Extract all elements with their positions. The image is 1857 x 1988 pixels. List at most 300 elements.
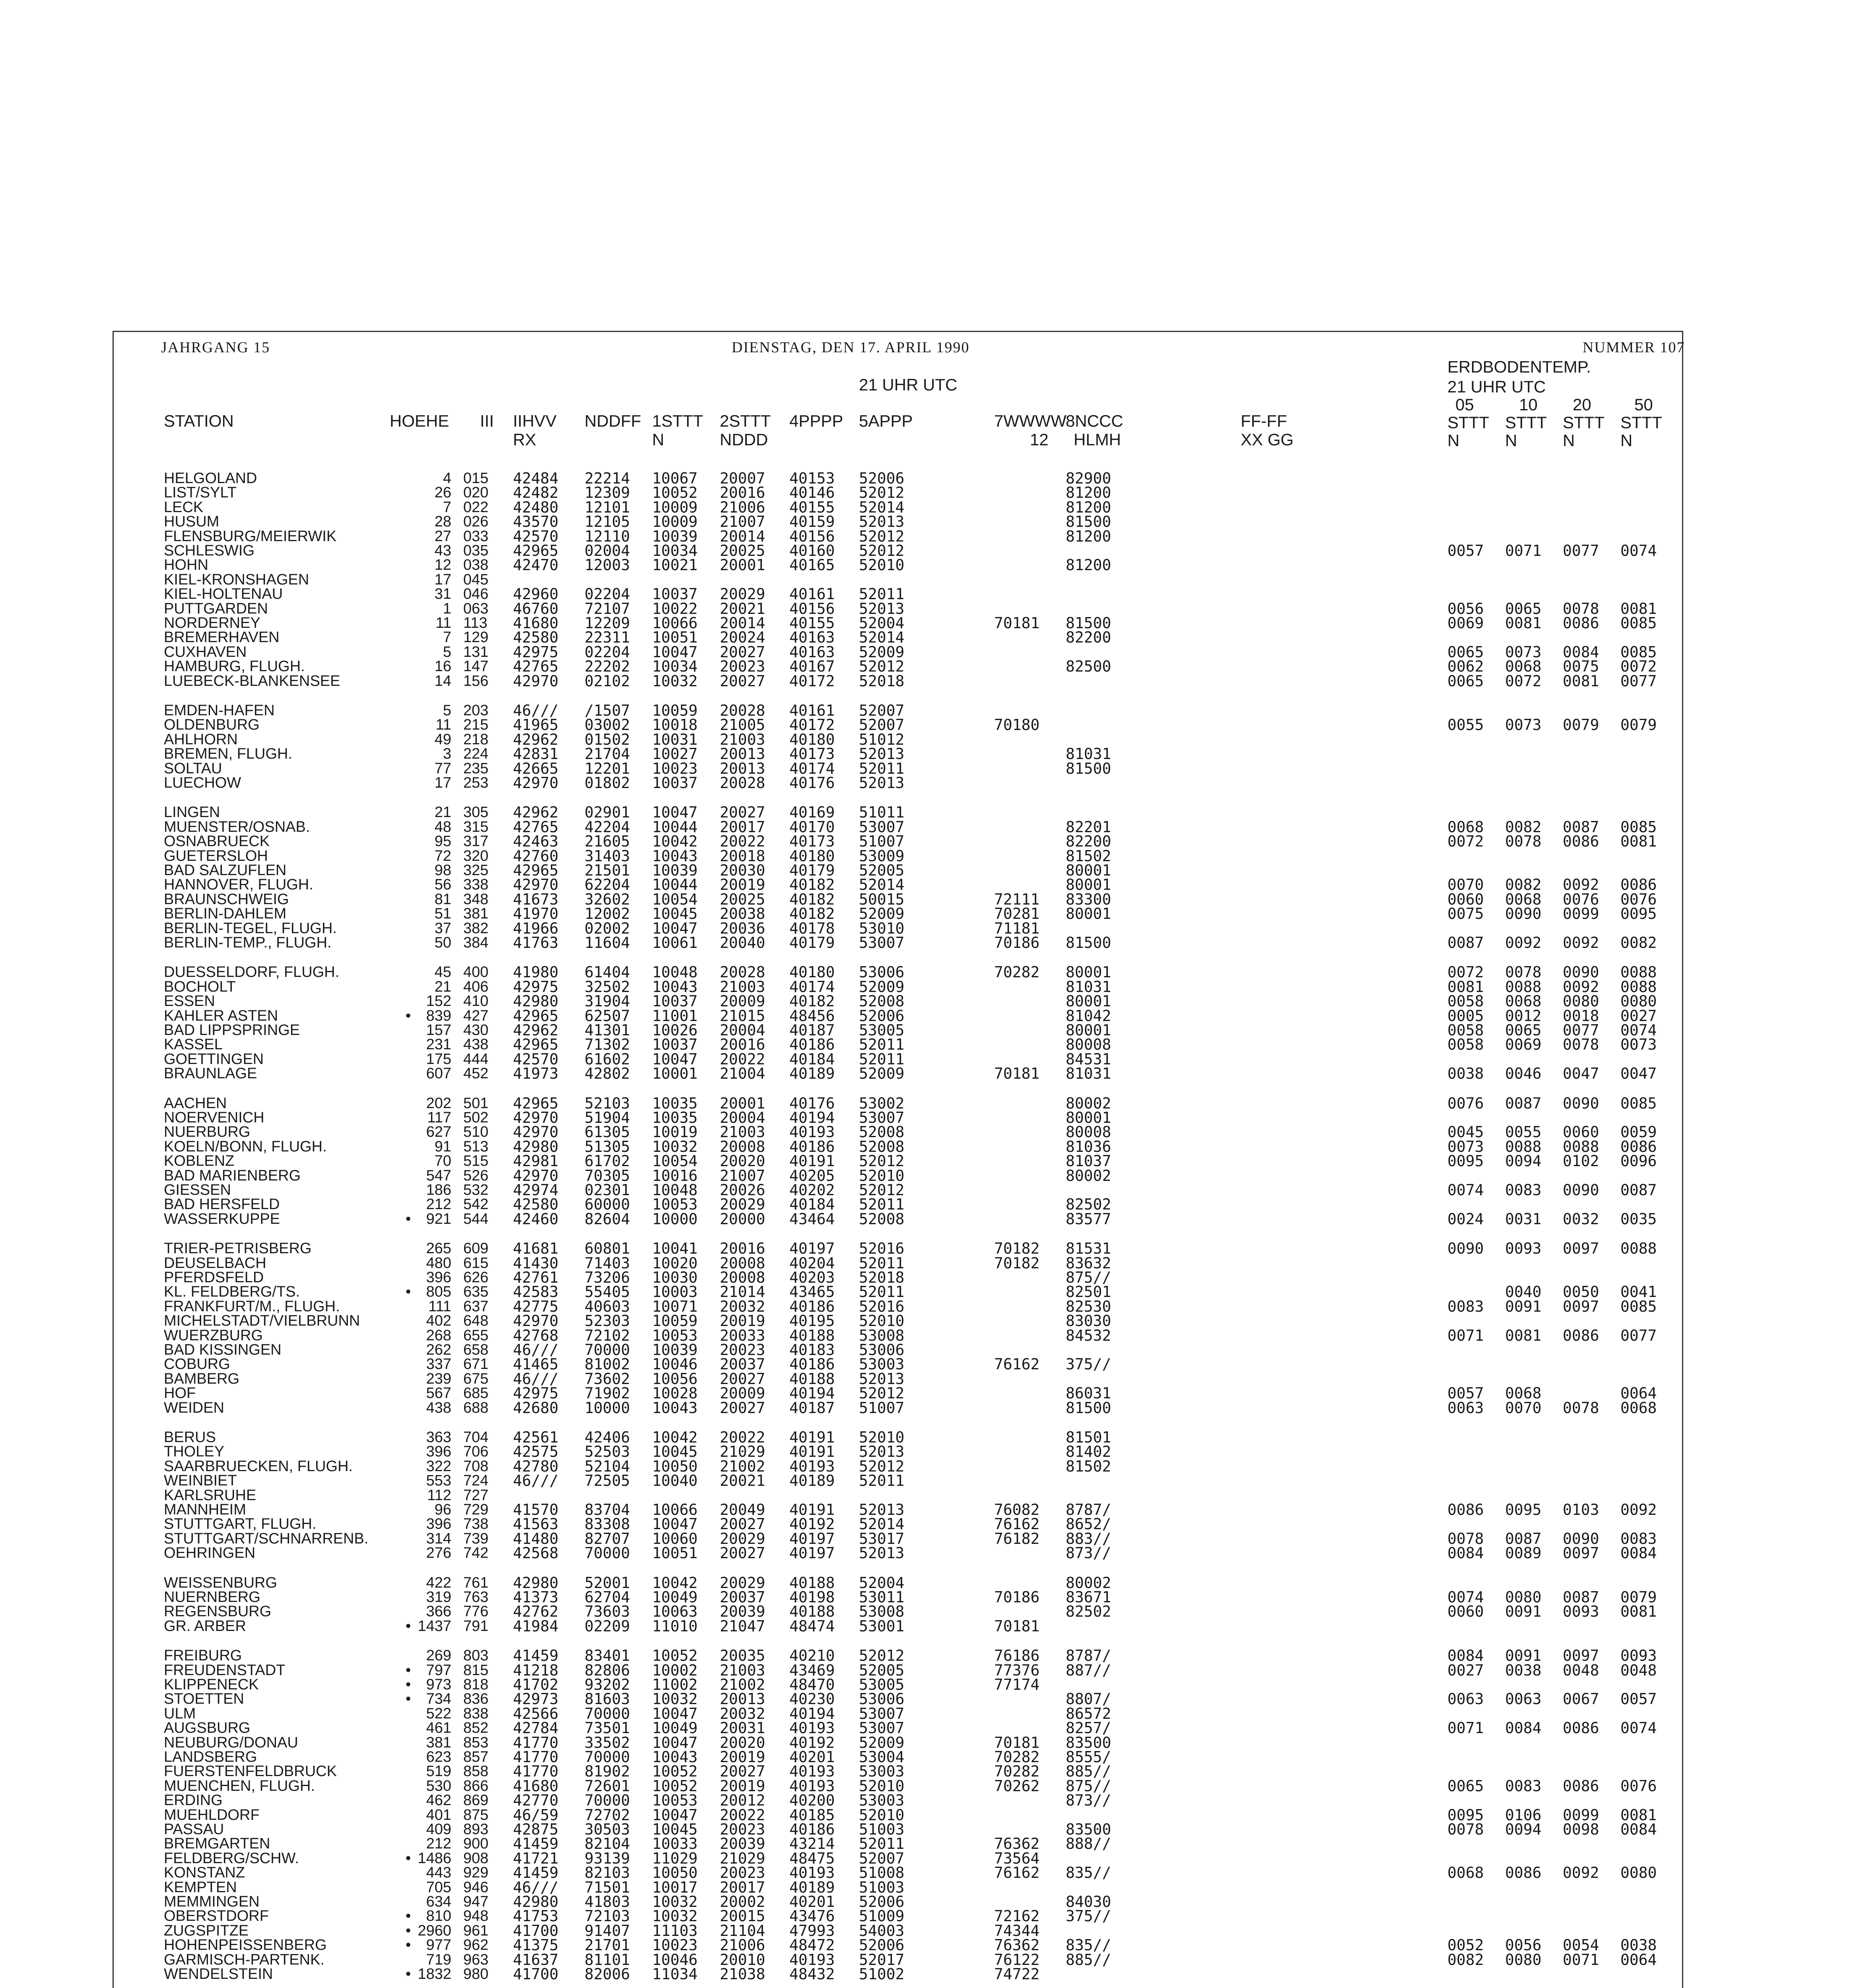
cell-c6: 53003 — [859, 1792, 905, 1809]
cell-c3: 10037 — [652, 1036, 698, 1054]
cell-c6: 52008 — [859, 1210, 905, 1228]
cell-station: KLIPPENECK — [164, 1676, 259, 1693]
cell-c4: 20004 — [720, 1109, 765, 1126]
cell-c8: 82201 — [1066, 818, 1111, 836]
cell-c6: 53008 — [859, 1603, 905, 1621]
table-row — [0, 1692, 1857, 1706]
cell-c2: 71902 — [585, 1384, 630, 1402]
cell-soil-temp-2: 0082 — [1505, 876, 1542, 894]
cell-c6: 52012 — [859, 1647, 905, 1665]
cell-soil-temp-4: 0095 — [1620, 905, 1657, 923]
cell-c3: 10048 — [652, 963, 698, 981]
cell-c6: 52009 — [859, 643, 905, 661]
cell-c2: 62204 — [585, 876, 630, 894]
cell-iii: 648 — [463, 1312, 489, 1330]
cell-c4: 21029 — [720, 1443, 765, 1461]
cell-c1: 41700 — [513, 1965, 559, 1983]
cell-c1: 41375 — [513, 1936, 559, 1954]
cell-c6: 52013 — [859, 1443, 905, 1461]
cell-c2: 93202 — [585, 1676, 630, 1693]
observation-time: 21 UHR UTC — [859, 375, 958, 394]
cell-c6: 52010 — [859, 1806, 905, 1824]
cell-c7: 77376 — [994, 1661, 1040, 1679]
table-row — [0, 994, 1857, 1009]
table-row — [0, 1619, 1857, 1634]
cell-c4: 20016 — [720, 1036, 765, 1054]
cell-c4: 20037 — [720, 1588, 765, 1606]
cell-c4: 21006 — [720, 1936, 765, 1954]
cell-c5: 40193 — [789, 1123, 835, 1141]
cell-station: KL. FELDBERG/TS. — [164, 1283, 300, 1301]
cell-c4: 20027 — [720, 1515, 765, 1533]
cell-c8: 81200 — [1066, 556, 1111, 574]
cell-c8: 86031 — [1066, 1384, 1111, 1402]
cell-c6: 51002 — [859, 1965, 905, 1983]
cell-iii: 655 — [463, 1327, 489, 1344]
soil-temp-time: 21 UHR UTC — [1447, 377, 1546, 396]
cell-iii: 410 — [463, 993, 489, 1010]
cell-c5: 40186 — [789, 1355, 835, 1373]
cell-hoehe: 366 — [426, 1603, 451, 1620]
table-row — [0, 1880, 1857, 1895]
cell-c8: 81502 — [1066, 1457, 1111, 1475]
cell-c3: 10052 — [652, 1763, 698, 1780]
cell-c5: 40172 — [789, 716, 835, 734]
cell-c2: 01802 — [585, 774, 630, 792]
table-row — [0, 1967, 1857, 1982]
cell-c3: 10032 — [652, 1907, 698, 1925]
cell-c6: 52008 — [859, 992, 905, 1010]
cell-soil-temp-2: 0090 — [1505, 905, 1542, 923]
cell-station: PUTTGARDEN — [164, 600, 268, 617]
cell-soil-temp-3: 0099 — [1563, 1806, 1599, 1824]
col-c2: NDDFF — [585, 412, 641, 430]
cell-c1: 41770 — [513, 1763, 559, 1780]
cell-c5: 40193 — [789, 1763, 835, 1780]
cell-iii: 382 — [463, 920, 489, 937]
date-label: DIENSTAG, DEN 17. APRIL 1990 — [732, 339, 970, 356]
col-c1-sub: RX — [513, 430, 536, 449]
cell-c5: 40180 — [789, 963, 835, 981]
cell-c2: 51305 — [585, 1138, 630, 1155]
cell-iii: 658 — [463, 1342, 489, 1358]
cell-c4: 20023 — [720, 658, 765, 676]
cell-c4: 20033 — [720, 1326, 765, 1344]
cell-c2: 32502 — [585, 978, 630, 996]
cell-iii: 776 — [463, 1603, 489, 1620]
table-row — [0, 1401, 1857, 1415]
cell-soil-temp-3: 0090 — [1563, 1094, 1599, 1112]
cell-c2: 83704 — [585, 1501, 630, 1518]
cell-c7: 70262 — [994, 1777, 1040, 1795]
cell-soil-temp-4: 0085 — [1620, 1297, 1657, 1315]
cell-c4: 20007 — [720, 470, 765, 487]
cell-c1: 41680 — [513, 1777, 559, 1795]
cell-soil-temp-3: 0097 — [1563, 1544, 1599, 1562]
cell-c4: 20004 — [720, 1021, 765, 1039]
cell-c2: 03002 — [585, 716, 630, 734]
cell-c4: 20023 — [720, 1341, 765, 1359]
cell-c8: 81500 — [1066, 759, 1111, 777]
cell-c6: 53005 — [859, 1021, 905, 1039]
cell-soil-temp-1: 0045 — [1447, 1123, 1484, 1141]
cell-soil-temp-1: 0095 — [1447, 1806, 1484, 1824]
cell-c1: 41721 — [513, 1849, 559, 1867]
cell-c4: 20023 — [720, 1821, 765, 1838]
cell-c4: 20017 — [720, 1878, 765, 1896]
cell-c1: 41465 — [513, 1355, 559, 1373]
table-row — [0, 1256, 1857, 1271]
cell-c2: /1507 — [585, 702, 630, 719]
cell-c5: 40193 — [789, 1777, 835, 1795]
cell-iii: 961 — [463, 1922, 489, 1939]
cell-c2: 81603 — [585, 1690, 630, 1708]
cell-iii: 113 — [463, 615, 488, 631]
cell-iii: 338 — [463, 876, 489, 893]
cell-c6: 52004 — [859, 614, 905, 632]
cell-station: MANNHEIM — [164, 1501, 246, 1518]
cell-hoehe: 95 — [434, 833, 451, 850]
cell-hoehe: 363 — [426, 1429, 451, 1446]
cell-station: CUXHAVEN — [164, 643, 247, 660]
cell-soil-temp-3: 0067 — [1563, 1690, 1599, 1708]
cell-c2: 62704 — [585, 1588, 630, 1606]
cell-iii: 427 — [463, 1007, 489, 1024]
cell-c3: 10045 — [652, 1821, 698, 1838]
cell-soil-temp-3: 0078 — [1563, 1399, 1599, 1417]
cell-c1: 42760 — [513, 847, 559, 865]
cell-soil-temp-1: 0074 — [1447, 1181, 1484, 1199]
cell-iii: 510 — [463, 1124, 489, 1141]
cell-station: KOBLENZ — [164, 1153, 235, 1170]
cell-c5: 40193 — [789, 1864, 835, 1882]
cell-hoehe: 322 — [426, 1458, 451, 1475]
cell-c6: 52012 — [859, 1152, 905, 1170]
cell-soil-temp-1: 0005 — [1447, 1007, 1484, 1025]
cell-c4: 20049 — [720, 1501, 765, 1518]
table-row — [0, 573, 1857, 587]
cell-c5: 40188 — [789, 1370, 835, 1388]
cell-hoehe: 1486 — [418, 1850, 451, 1867]
cell-station: BAD HERSFELD — [164, 1196, 280, 1213]
cell-c2: 31904 — [585, 992, 630, 1010]
cell-c3: 10052 — [652, 1647, 698, 1665]
cell-c6: 53006 — [859, 1341, 905, 1359]
cell-c1: 42962 — [513, 804, 559, 821]
cell-c8: 8652/ — [1066, 1515, 1111, 1533]
cell-c5: 40186 — [789, 1036, 835, 1054]
cell-c4: 20027 — [720, 672, 765, 690]
cell-soil-temp-4: 0086 — [1620, 876, 1657, 894]
cell-station: WEISSENBURG — [164, 1574, 278, 1591]
cell-soil-temp-4: 0027 — [1620, 1007, 1657, 1025]
cell-c1: 41980 — [513, 963, 559, 981]
cell-soil-temp-3: 0092 — [1563, 934, 1599, 951]
cell-c5: 48474 — [789, 1617, 835, 1635]
cell-c1: 42570 — [513, 527, 559, 545]
cell-c7: 70281 — [994, 905, 1040, 923]
cell-iii: 444 — [463, 1050, 489, 1068]
cell-c3: 11103 — [652, 1922, 698, 1939]
cell-c2: 81902 — [585, 1763, 630, 1780]
cell-hoehe: 27 — [434, 528, 451, 545]
cell-c8: 81500 — [1066, 1399, 1111, 1417]
cell-soil-temp-3: 0071 — [1563, 1951, 1599, 1969]
cell-c1: 42965 — [513, 862, 559, 879]
cell-hoehe: 443 — [426, 1864, 451, 1881]
cell-iii: 671 — [463, 1356, 489, 1373]
cell-c3: 10054 — [652, 1152, 698, 1170]
cell-hoehe: 21 — [434, 804, 451, 821]
cell-soil-temp-4: 0088 — [1620, 1240, 1657, 1258]
cell-c2: 52001 — [585, 1574, 630, 1592]
cell-c5: 40176 — [789, 1094, 835, 1112]
cell-c1: 42580 — [513, 1196, 559, 1213]
soil-n-4: N — [1620, 431, 1633, 450]
table-row — [0, 1866, 1857, 1880]
cell-soil-temp-3: 0097 — [1563, 1647, 1599, 1665]
cell-c6: 53005 — [859, 1676, 905, 1693]
cell-c3: 10060 — [652, 1530, 698, 1547]
cell-c1: 41984 — [513, 1617, 559, 1635]
cell-station: AACHEN — [164, 1095, 227, 1112]
cell-c6: 52010 — [859, 556, 905, 574]
cell-c2: 82006 — [585, 1965, 630, 1983]
cell-c3: 10032 — [652, 672, 698, 690]
cell-c2: 72505 — [585, 1472, 630, 1490]
cell-station: HAMBURG, FLUGH. — [164, 658, 305, 675]
cell-hoehe: 265 — [426, 1240, 451, 1257]
table-row — [0, 1066, 1857, 1081]
cell-c8: 835// — [1066, 1864, 1111, 1882]
cell-soil-temp-2: 0055 — [1505, 1123, 1542, 1141]
table-row — [0, 1444, 1857, 1459]
cell-c5: 40184 — [789, 1196, 835, 1213]
cell-c5: 40194 — [789, 1384, 835, 1402]
cell-c8: 83300 — [1066, 890, 1111, 908]
cell-c1: 42463 — [513, 833, 559, 850]
cell-soil-temp-1: 0063 — [1447, 1399, 1484, 1417]
cell-c3: 10052 — [652, 1777, 698, 1795]
cell-c2: 70000 — [585, 1341, 630, 1359]
cell-iii: 253 — [463, 775, 489, 791]
cell-c5: 40188 — [789, 1574, 835, 1592]
cell-iii: 724 — [463, 1472, 489, 1489]
cell-soil-temp-2: 0068 — [1505, 658, 1542, 676]
cell-soil-temp-2: 0040 — [1505, 1283, 1542, 1301]
soil-n-3: N — [1563, 431, 1575, 450]
cell-iii: 033 — [463, 528, 489, 545]
cell-hoehe: 98 — [434, 862, 451, 879]
cell-c3: 10032 — [652, 1893, 698, 1910]
cell-hoehe: 396 — [426, 1516, 451, 1533]
cell-soil-temp-3: 0090 — [1563, 963, 1599, 981]
table-row — [0, 1154, 1857, 1169]
cell-station: HOF — [164, 1385, 196, 1402]
cell-c8: 8807/ — [1066, 1690, 1111, 1708]
cell-station: ZUGSPITZE — [164, 1922, 249, 1939]
cell-c2: 61404 — [585, 963, 630, 981]
cell-iii: 962 — [463, 1937, 489, 1954]
cell-c6: 52006 — [859, 470, 905, 487]
cell-c1: 42460 — [513, 1210, 559, 1228]
cell-c1: 41965 — [513, 716, 559, 734]
cell-station: REGENSBURG — [164, 1603, 272, 1620]
cell-c4: 20025 — [720, 890, 765, 908]
cell-station: LIST/SYLT — [164, 484, 237, 501]
cell-c5: 43469 — [789, 1661, 835, 1679]
cell-c2: 30503 — [585, 1821, 630, 1838]
cell-c2: 83401 — [585, 1647, 630, 1665]
cell-c2: 02901 — [585, 804, 630, 821]
cell-station: MICHELSTADT/VIELBRUNN — [164, 1312, 360, 1330]
cell-soil-temp-1: 0055 — [1447, 716, 1484, 734]
cell-station: FREIBURG — [164, 1647, 242, 1664]
cell-iii: 857 — [463, 1749, 489, 1765]
cell-c5: 48432 — [789, 1965, 835, 1983]
cell-station: HOHENPEISSENBERG — [164, 1937, 327, 1954]
cell-c6: 52007 — [859, 1849, 905, 1867]
cell-soil-temp-4: 0085 — [1620, 1094, 1657, 1112]
cell-soil-temp-4: 0080 — [1620, 1864, 1657, 1882]
cell-c1: 46760 — [513, 600, 559, 617]
cell-c8: 835// — [1066, 1936, 1111, 1954]
cell-c1: 42765 — [513, 658, 559, 676]
cell-soil-temp-1: 0095 — [1447, 1152, 1484, 1170]
mountain-station-marker: • — [406, 1937, 411, 1954]
cell-soil-temp-4: 0072 — [1620, 658, 1657, 676]
cell-c6: 53007 — [859, 1705, 905, 1722]
cell-hoehe: 409 — [426, 1821, 451, 1838]
cell-soil-temp-3: 0032 — [1563, 1210, 1599, 1228]
cell-hoehe: 16 — [434, 658, 451, 675]
cell-c4: 20015 — [720, 1907, 765, 1925]
cell-c6: 52012 — [859, 527, 905, 545]
cell-hoehe: 977 — [426, 1937, 451, 1954]
cell-c5: 40187 — [789, 1399, 835, 1417]
cell-soil-temp-2: 0094 — [1505, 1152, 1542, 1170]
cell-c4: 20014 — [720, 527, 765, 545]
cell-c2: 42406 — [585, 1429, 630, 1446]
cell-iii: 015 — [463, 470, 489, 487]
cell-c8: 82502 — [1066, 1196, 1111, 1213]
cell-hoehe: 31 — [434, 586, 451, 603]
cell-soil-temp-1: 0071 — [1447, 1719, 1484, 1737]
cell-iii: 218 — [463, 731, 489, 748]
cell-hoehe: 212 — [426, 1835, 451, 1852]
cell-c1: 42482 — [513, 484, 559, 502]
cell-iii: 637 — [463, 1298, 489, 1315]
cell-soil-temp-1: 0075 — [1447, 905, 1484, 923]
cell-c1: 42970 — [513, 1123, 559, 1141]
cell-soil-temp-3: 0080 — [1563, 992, 1599, 1010]
cell-station: WENDELSTEIN — [164, 1966, 273, 1982]
cell-station: OSNABRUECK — [164, 833, 270, 850]
cell-c3: 10049 — [652, 1719, 698, 1737]
col-iii: III — [480, 412, 494, 430]
cell-c1: 42761 — [513, 1269, 559, 1286]
cell-c3: 10046 — [652, 1951, 698, 1969]
cell-iii: 156 — [463, 672, 489, 689]
cell-c1: 42970 — [513, 1167, 559, 1184]
cell-c4: 20012 — [720, 1792, 765, 1809]
cell-c4: 20025 — [720, 542, 765, 559]
cell-c3: 10033 — [652, 1835, 698, 1853]
cell-hoehe: 319 — [426, 1589, 451, 1606]
cell-hoehe: 623 — [426, 1749, 451, 1765]
cell-soil-temp-1: 0038 — [1447, 1065, 1484, 1083]
cell-soil-temp-2: 0056 — [1505, 1936, 1542, 1954]
cell-iii: 729 — [463, 1501, 489, 1518]
cell-c7: 70181 — [994, 1617, 1040, 1635]
cell-c6: 52013 — [859, 1501, 905, 1518]
cell-hoehe: 401 — [426, 1806, 451, 1823]
cell-c1: 42975 — [513, 1384, 559, 1402]
cell-c1: 41700 — [513, 1922, 559, 1939]
cell-iii: 615 — [463, 1254, 489, 1272]
cell-iii: 818 — [463, 1676, 489, 1693]
cell-hoehe: 56 — [434, 876, 451, 893]
cell-c6: 53006 — [859, 1690, 905, 1708]
cell-c4: 20029 — [720, 1574, 765, 1592]
cell-c8: 80008 — [1066, 1036, 1111, 1054]
issue-number: NUMMER 107 — [1583, 339, 1685, 356]
cell-c3: 10021 — [652, 556, 698, 574]
cell-c6: 53001 — [859, 1617, 905, 1635]
cell-soil-temp-4: 0073 — [1620, 1036, 1657, 1054]
cell-station: BREMEN, FLUGH. — [164, 746, 293, 763]
cell-soil-temp-1: 0074 — [1447, 1588, 1484, 1606]
cell-c5: 43464 — [789, 1210, 835, 1228]
cell-c3: 10019 — [652, 1123, 698, 1141]
cell-station: HANNOVER, FLUGH. — [164, 876, 313, 893]
cell-c8: 81402 — [1066, 1443, 1111, 1461]
cell-c8: 885// — [1066, 1763, 1111, 1780]
cell-c6: 52012 — [859, 658, 905, 676]
cell-iii: 685 — [463, 1385, 489, 1402]
cell-c3: 10035 — [652, 1094, 698, 1112]
cell-station: FLENSBURG/MEIERWIK — [164, 528, 337, 545]
cell-c4: 21014 — [720, 1283, 765, 1301]
cell-c1: 42770 — [513, 1792, 559, 1809]
cell-c8: 80001 — [1066, 1021, 1111, 1039]
table-row — [0, 485, 1857, 500]
cell-c3: 10023 — [652, 1936, 698, 1954]
cell-station: BERLIN-TEMP., FLUGH. — [164, 934, 332, 951]
table-row — [0, 1386, 1857, 1401]
cell-station: WEIDEN — [164, 1399, 224, 1416]
cell-c4: 20023 — [720, 1864, 765, 1882]
cell-soil-temp-3: 0054 — [1563, 1936, 1599, 1954]
cell-station: MUENCHEN, FLUGH. — [164, 1777, 315, 1794]
cell-iii: 022 — [463, 499, 489, 516]
cell-soil-temp-2: 0087 — [1505, 1530, 1542, 1547]
cell-c8: 81031 — [1066, 1065, 1111, 1083]
cell-iii: 929 — [463, 1864, 489, 1881]
cell-hoehe: 634 — [426, 1893, 451, 1910]
cell-c6: 52012 — [859, 1457, 905, 1475]
soil-depth-1: 05 — [1455, 395, 1474, 414]
cell-soil-temp-3: 0087 — [1563, 818, 1599, 836]
cell-c6: 52018 — [859, 672, 905, 690]
cell-c7: 70181 — [994, 614, 1040, 632]
col-c7: 7WWWW — [994, 412, 1066, 430]
cell-c8: 875// — [1066, 1777, 1111, 1795]
cell-iii: 063 — [463, 600, 489, 617]
table-row — [0, 471, 1857, 486]
cell-iii: 046 — [463, 586, 489, 603]
cell-iii: 706 — [463, 1443, 489, 1460]
